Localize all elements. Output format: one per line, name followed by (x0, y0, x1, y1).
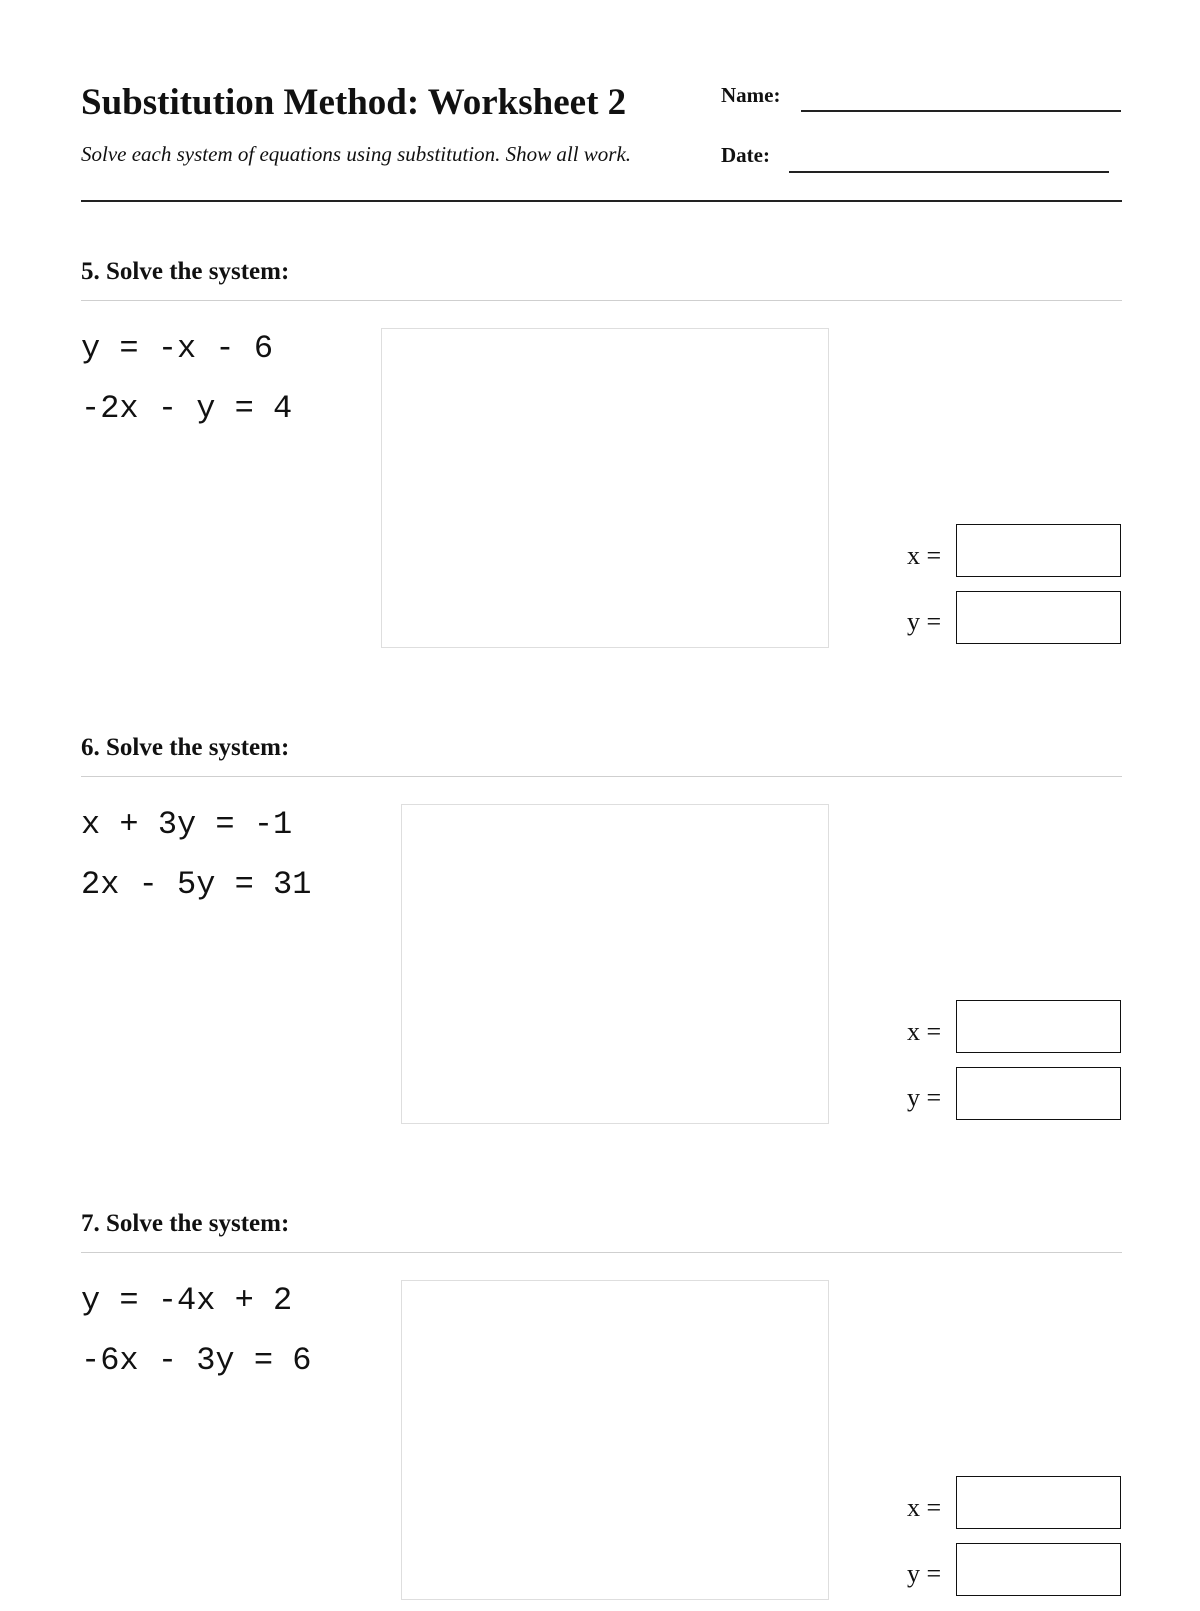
y-answer-box[interactable] (956, 591, 1121, 644)
y-answer-label: y = (907, 1083, 942, 1112)
work-area[interactable] (401, 1280, 829, 1600)
problem-heading: 5. Solve the system: (81, 258, 290, 285)
name-label: Name: (721, 83, 781, 107)
header-divider (81, 200, 1122, 202)
equation-2: -2x - y = 4 (81, 390, 293, 427)
date-label: Date: (721, 143, 770, 167)
x-answer-label: x = (907, 1017, 942, 1046)
name-field[interactable] (801, 110, 1121, 112)
equation-1: y = -4x + 2 (81, 1282, 293, 1319)
work-area[interactable] (401, 804, 829, 1124)
problem-6 (81, 735, 1122, 1135)
problem-divider (81, 300, 1122, 301)
x-answer-box[interactable] (956, 1000, 1121, 1053)
y-answer-label: y = (907, 607, 942, 636)
x-answer-box[interactable] (956, 1476, 1121, 1529)
x-answer-label: x = (907, 1493, 942, 1522)
equation-2: -6x - 3y = 6 (81, 1342, 312, 1379)
equation-1: x + 3y = -1 (81, 806, 293, 843)
worksheet-page (81, 0, 1122, 1600)
problem-7 (81, 1211, 1122, 1611)
instructions: Solve each system of equations using substitution. Show all work. (81, 142, 632, 166)
x-answer-box[interactable] (956, 524, 1121, 577)
equation-2: 2x - 5y = 31 (81, 866, 312, 903)
problem-divider (81, 776, 1122, 777)
x-answer-label: x = (907, 541, 942, 570)
problem-divider (81, 1252, 1122, 1253)
y-answer-box[interactable] (956, 1543, 1121, 1596)
y-answer-label: y = (907, 1559, 942, 1588)
problem-5 (81, 259, 1122, 659)
equation-1: y = -x - 6 (81, 330, 274, 367)
date-field[interactable] (789, 171, 1109, 173)
problem-heading: 7. Solve the system: (81, 1210, 290, 1237)
problem-heading: 6. Solve the system: (81, 734, 290, 761)
y-answer-box[interactable] (956, 1067, 1121, 1120)
work-area[interactable] (381, 328, 829, 648)
page-title: Substitution Method: Worksheet 2 (81, 82, 627, 123)
